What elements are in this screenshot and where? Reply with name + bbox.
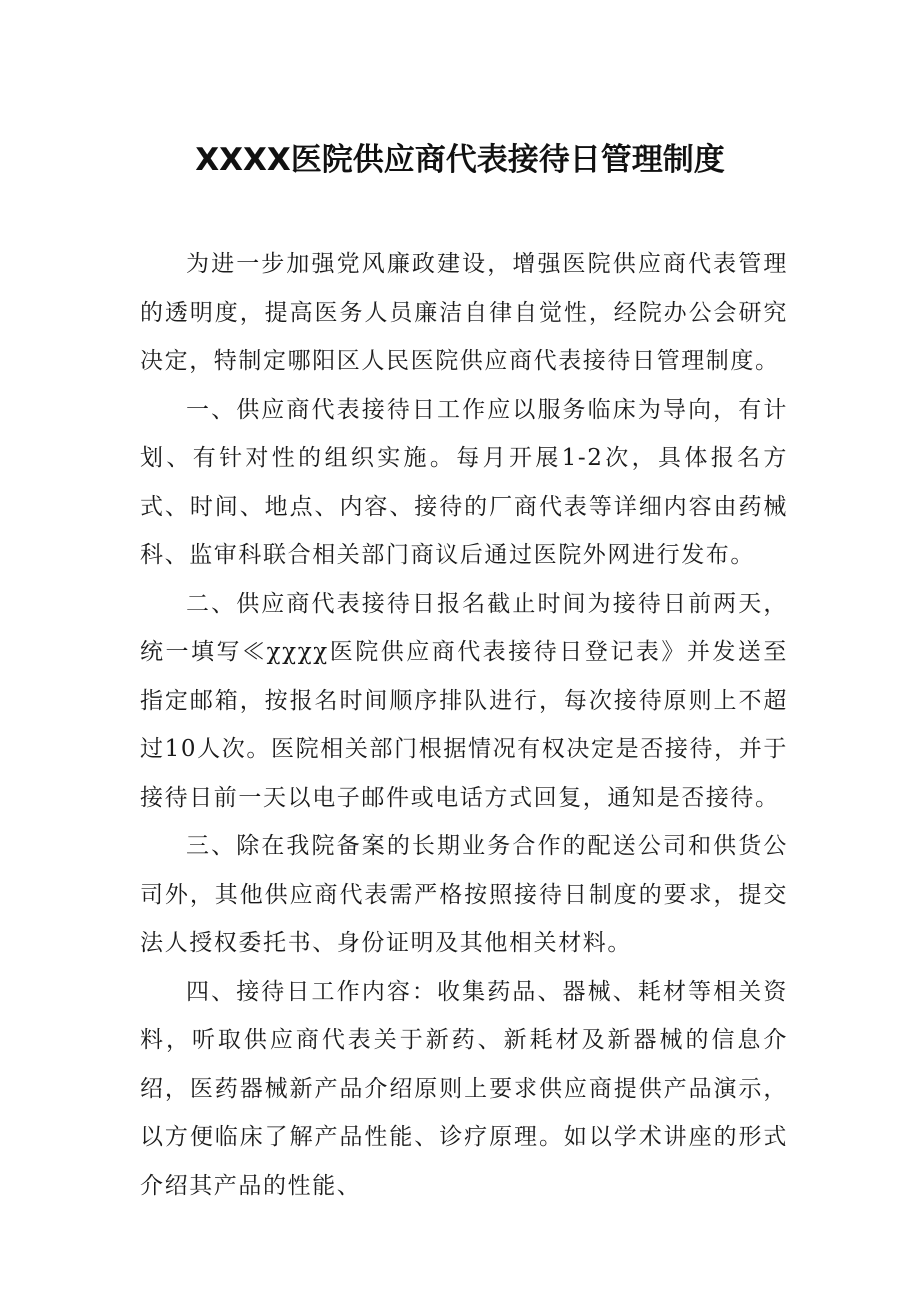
paragraph-intro: 为进一步加强党风廉政建设，增强医院供应商代表管理的透明度，提高医务人员廉洁自律自觉性，经院办公会研究决定，特制定哪阳区人民医院供应商代表接待日管理制度。: [140, 251, 788, 374]
document-body: [140, 240, 788, 1210]
paragraph-item-4: 四、接待日工作内容：收集药品、器械、耗材等相关资料，听取供应商代表关于新药、新耗材及新器械的信息介绍，医药器械新产品介绍原则上要求供应商提供产品演示，以方便临床了解产品性能、诊疗原理。如以学术讲座的形式介绍其产品的性能、: [140, 978, 788, 1199]
document-title: XXXX医院供应商代表接待日管理制度: [195, 142, 725, 178]
paragraph-item-3: 三、除在我院备案的长期业务合作的配送公司和供货公司外，其他供应商代表需严格按照接待日制度的要求，提交法人授权委托书、身份证明及其他相关材料。: [140, 833, 788, 956]
paragraph-item-2: 二、供应商代表接待日报名截止时间为接待日前两天，统一填写≪χχχχ医院供应商代表接待日登记表》并发送至指定邮箱，按报名时间顺序排队进行，每次接待原则上不超过10人次。医院相关部门根据情况有权决定是否接待，并于接待日前一天以电子邮件或电话方式回复，通知是否接待。: [140, 590, 788, 811]
paragraph-item-1: 一、供应商代表接待日工作应以服务临床为导向，有计划、有针对性的组织实施。每月开展1-2次，具体报名方式、时间、地点、内容、接待的厂商代表等详细内容由药械科、监审科联合相关部门商议后通过医院外网进行发布。: [140, 396, 788, 568]
